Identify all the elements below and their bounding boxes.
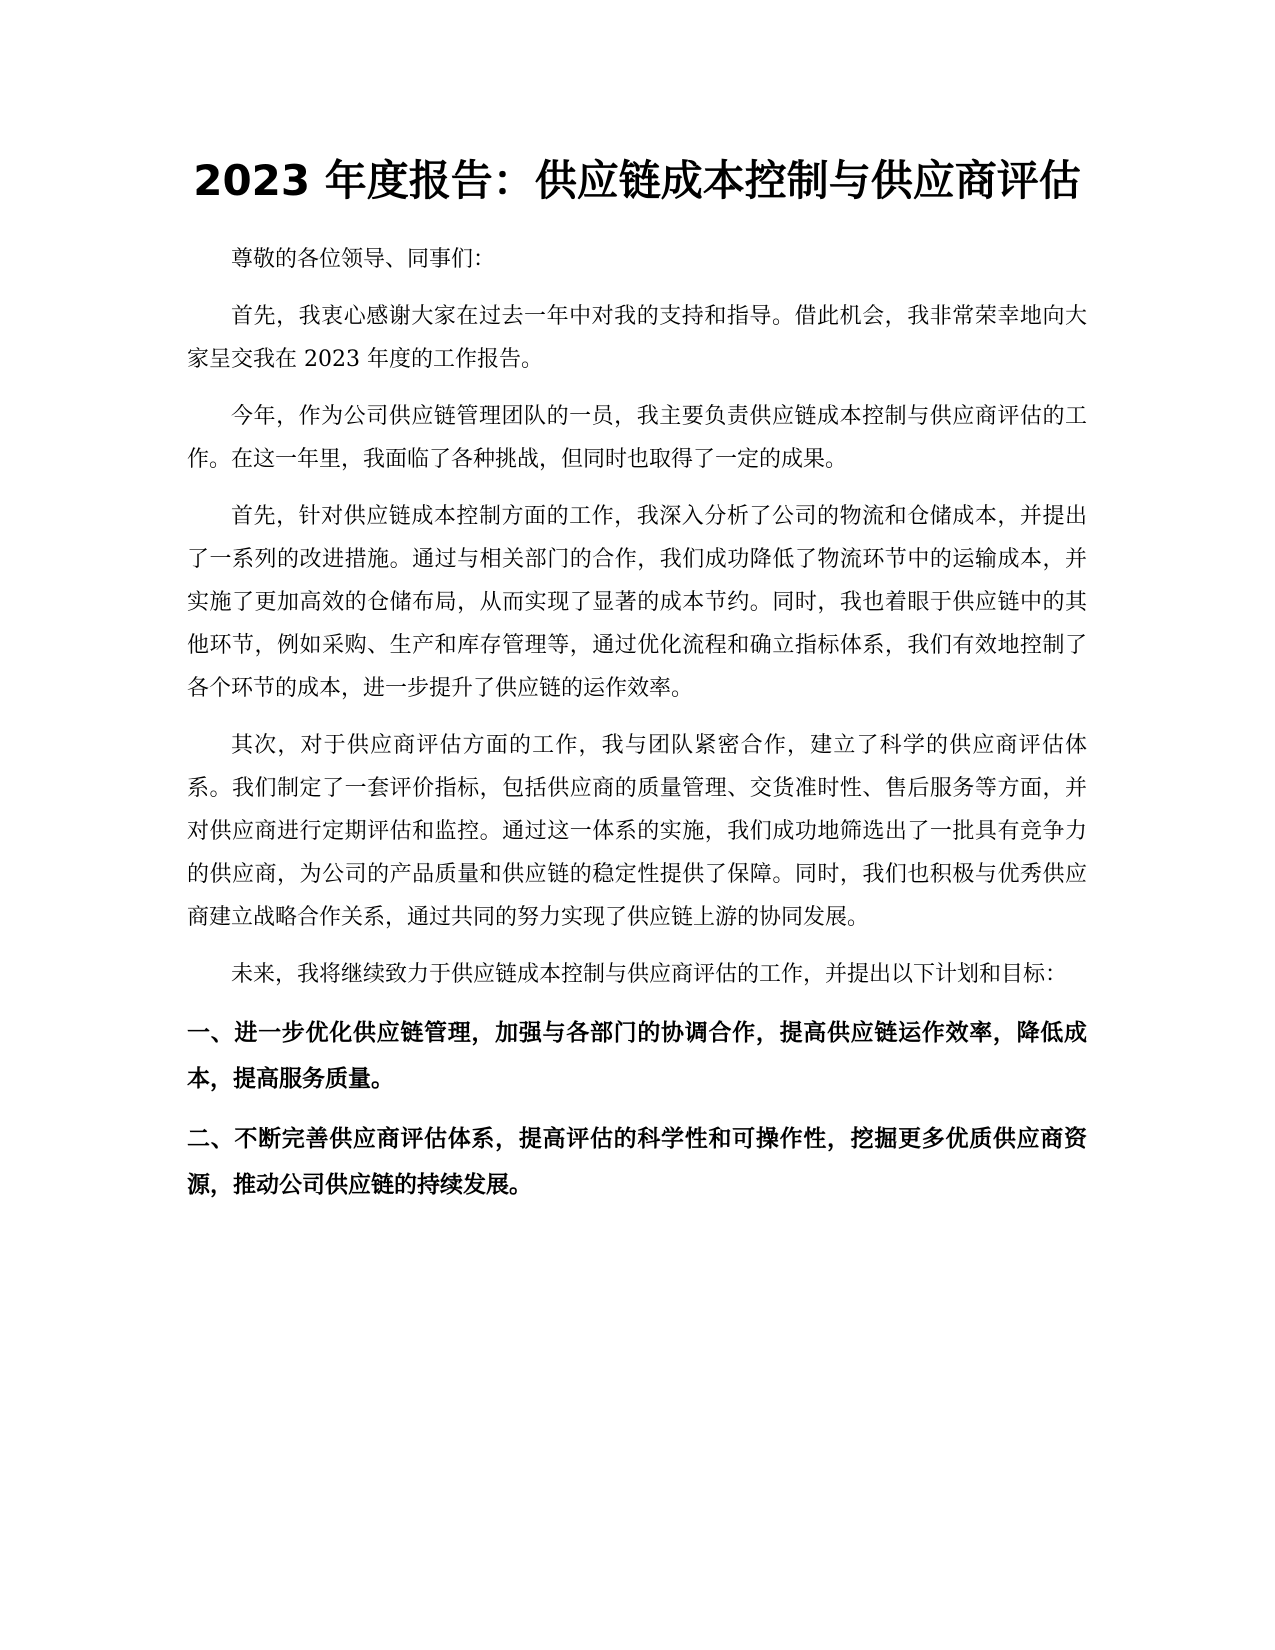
cost-control-paragraph: 首先，针对供应链成本控制方面的工作，我深入分析了公司的物流和仓储成本，并提出了一系列的改进措施。通过与相关部门的合作，我们成功降低了物流环节中的运输成本，并实施了更加高效的仓储布局，从而实现了显著的成本节约。同时，我也着眼于供应链中的其他环节，例如采购、生产和库存管理等，通过优化流程和确立指标体系，我们有效地控制了各个环节的成本，进一步提升了供应链的运作效率。 <box>187 504 1087 701</box>
document-body <box>187 148 1087 1222</box>
role-paragraph: 今年，作为公司供应链管理团队的一员，我主要负责供应链成本控制与供应商评估的工作。在这一年里，我面临了各种挑战，但同时也取得了一定的成果。 <box>187 404 1087 472</box>
salutation-paragraph: 尊敬的各位领导、同事们： <box>231 247 496 272</box>
supplier-evaluation-paragraph: 其次，对于供应商评估方面的工作，我与团队紧密合作，建立了科学的供应商评估体系。我们制定了一套评价指标，包括供应商的质量管理、交货准时性、售后服务等方面，并对供应商进行定期评估和监控。通过这一体系的实施，我们成功地筛选出了一批具有竞争力的供应商，为公司的产品质量和供应链的稳定性提供了保障。同时，我们也积极与优秀供应商建立战略合作关系，通过共同的努力实现了供应链上游的协同发展。 <box>187 733 1087 930</box>
goal-item-1: 一、进一步优化供应链管理，加强与各部门的协调合作，提高供应链运作效率，降低成本，提高服务质量。 <box>187 1020 1087 1092</box>
future-plan-paragraph: 未来，我将继续致力于供应链成本控制与供应商评估的工作，并提出以下计划和目标： <box>231 962 1068 987</box>
goal-item-2: 二、不断完善供应商评估体系，提高评估的科学性和可操作性，挖掘更多优质供应商资源，推动公司供应链的持续发展。 <box>187 1126 1087 1198</box>
thanks-paragraph: 首先，我衷心感谢大家在过去一年中对我的支持和指导。借此机会，我非常荣幸地向大家呈交我在 2023 年度的工作报告。 <box>187 304 1087 372</box>
document-title: 2023 年度报告：供应链成本控制与供应商评估 <box>193 156 1081 205</box>
